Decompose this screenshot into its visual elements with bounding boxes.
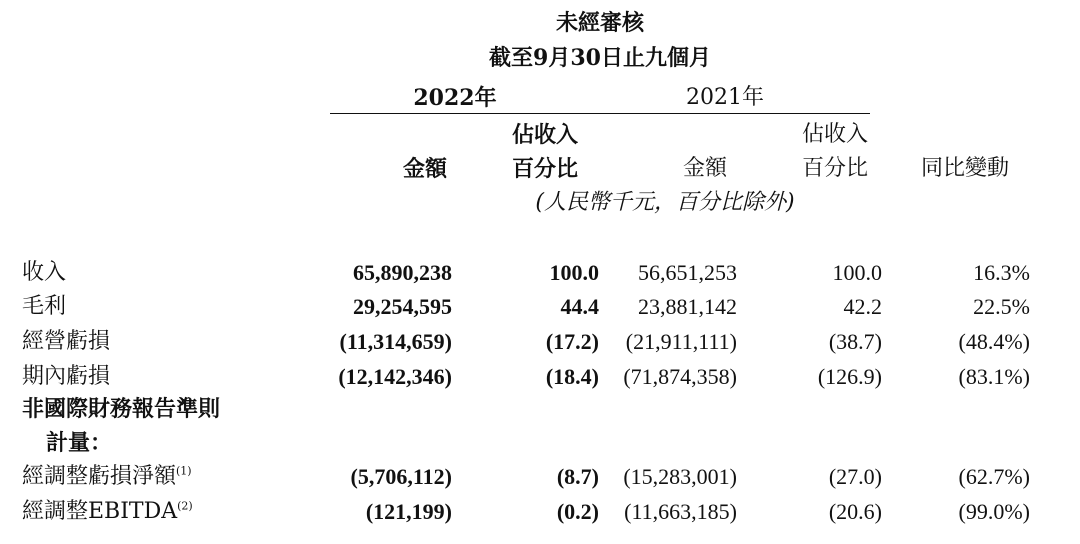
cell-amount-2021: (15,283,001) xyxy=(623,464,737,489)
col-amount-2021: 金額 xyxy=(682,156,727,181)
cell-pct-2022: (18.4) xyxy=(545,364,599,389)
header-divider xyxy=(330,113,870,114)
cell-pct-2022: (8.7) xyxy=(556,464,599,489)
col-pct-2021-line2: 百分比 xyxy=(801,156,868,181)
header-year-2021: 2021年 xyxy=(686,85,764,110)
cell-yoy: 22.5% xyxy=(973,294,1030,319)
row-label-text: 經營虧損 xyxy=(22,329,111,354)
col-pct-2022-line2: 百分比 xyxy=(511,156,578,182)
cell-amount-2021: (11,663,185) xyxy=(624,499,737,524)
cell-amount-2022: (121,199) xyxy=(365,499,452,524)
cell-pct-2022: 44.4 xyxy=(560,294,599,319)
cell-amount-2021: (71,874,358) xyxy=(623,364,737,389)
unit-note: (人民幣千元，百分比除外) xyxy=(535,190,795,215)
cell-pct-2022: (0.2) xyxy=(556,499,599,524)
cell-yoy: 16.3% xyxy=(973,260,1030,285)
section-non-ifrs-line1: 非國際財務報告準則 xyxy=(22,396,221,422)
cell-yoy: (99.0%) xyxy=(958,499,1030,524)
section-non-ifrs-line2: 計量： xyxy=(46,430,113,456)
row-label xyxy=(22,331,110,353)
row-label-text: 收入 xyxy=(22,260,67,285)
row-label xyxy=(22,366,110,388)
cell-amount-2021: (21,911,111) xyxy=(625,329,737,354)
footnote-marker: (2) xyxy=(177,499,193,513)
cell-yoy: (62.7%) xyxy=(958,464,1030,489)
cell-amount-2022: (11,314,659) xyxy=(339,329,452,354)
cell-amount-2022: (12,142,346) xyxy=(338,364,452,389)
footnote-marker: (1) xyxy=(176,464,192,478)
row-label xyxy=(22,262,66,284)
cell-amount-2022: 29,254,595 xyxy=(353,294,452,319)
row-label-text: 經調整EBITDA xyxy=(22,499,178,524)
row-label xyxy=(22,466,192,488)
cell-pct-2021: (20.6) xyxy=(828,499,882,524)
header-unaudited: 未經審核 xyxy=(555,10,644,36)
cell-pct-2021: (38.7) xyxy=(828,329,882,354)
header-period: 截至9月30日止九個月 xyxy=(489,45,711,71)
cell-yoy: (83.1%) xyxy=(958,364,1030,389)
cell-amount-2021: 56,651,253 xyxy=(638,260,737,285)
col-amount-2022: 金額 xyxy=(402,156,447,182)
col-yoy: 同比變動 xyxy=(920,156,1009,181)
col-pct-2022-line1: 佔收入 xyxy=(511,122,578,148)
cell-amount-2022: 65,890,238 xyxy=(353,260,452,285)
row-label xyxy=(22,296,66,318)
row-label xyxy=(22,501,193,523)
cell-amount-2022: (5,706,112) xyxy=(350,464,452,489)
cell-pct-2021: (27.0) xyxy=(828,464,882,489)
cell-pct-2022: (17.2) xyxy=(545,329,599,354)
row-label-text: 毛利 xyxy=(22,294,67,319)
col-pct-2021-line1: 佔收入 xyxy=(801,122,868,147)
cell-yoy: (48.4%) xyxy=(958,329,1030,354)
cell-pct-2022: 100.0 xyxy=(549,260,599,285)
row-label-text: 經調整虧損淨額 xyxy=(22,464,177,489)
row-label-text: 期內虧損 xyxy=(22,364,111,389)
cell-pct-2021: (126.9) xyxy=(817,364,882,389)
cell-amount-2021: 23,881,142 xyxy=(638,294,737,319)
cell-pct-2021: 100.0 xyxy=(832,260,882,285)
cell-pct-2021: 42.2 xyxy=(843,294,882,319)
header-year-2022: 2022年 xyxy=(413,85,497,111)
